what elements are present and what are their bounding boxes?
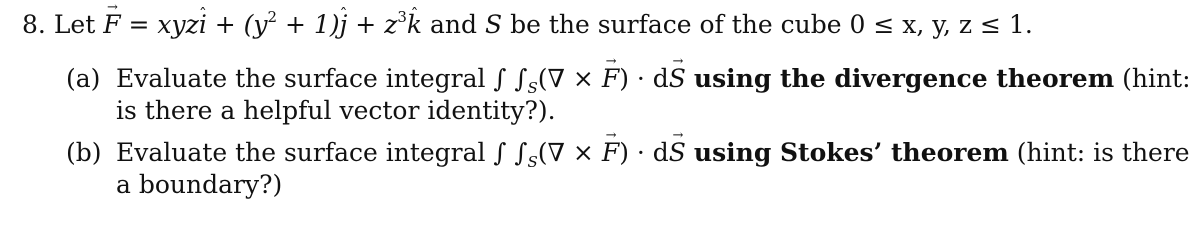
unit-vector-k: ˆ k bbox=[407, 10, 422, 40]
part-b-line-1 bbox=[66, 138, 1190, 171]
exponent-3: 3 bbox=[397, 8, 407, 26]
equation-plus-1: + (y bbox=[206, 10, 268, 39]
equation-plus-2: + 1) bbox=[277, 10, 340, 39]
exponent-2: 2 bbox=[267, 8, 278, 26]
problem-statement bbox=[22, 10, 1033, 40]
problem-tail-1: and bbox=[422, 10, 485, 39]
part-a-integral-subscript: S bbox=[527, 79, 538, 97]
part-b-curl-open: (∇ × bbox=[537, 138, 602, 167]
equation-start: = xyz bbox=[120, 10, 199, 39]
part-a-line-2: is there a helpful vector identity?). bbox=[116, 96, 556, 125]
problem-tail-2: be the surface of the cube 0 ≤ x, y, z ≤ 1. bbox=[502, 10, 1033, 39]
part-b-marker: (b) bbox=[66, 138, 102, 167]
part-b-bold-method: using Stokes’ theorem bbox=[693, 138, 1009, 167]
part-a-hint-start: (hint: bbox=[1114, 64, 1191, 93]
part-a-bold-method: using the divergence theorem bbox=[693, 64, 1115, 93]
part-a-curl-close: ) · d bbox=[619, 64, 669, 93]
part-b-vector-ds: → S bbox=[669, 138, 686, 168]
unit-vector-j: ˆ j bbox=[340, 10, 348, 40]
part-b-curl-close: ) · d bbox=[619, 138, 669, 167]
vector-f: → F bbox=[103, 10, 120, 40]
part-b-text-1: Evaluate the surface integral bbox=[116, 138, 494, 167]
problem-number: 8. bbox=[22, 10, 46, 39]
part-b-line-2: a boundary?) bbox=[116, 170, 283, 199]
part-a-curl-open: (∇ × bbox=[537, 64, 602, 93]
surface-symbol: S bbox=[484, 10, 503, 39]
part-a-vector-ds: → S bbox=[669, 64, 686, 94]
part-b-vector-f: → F bbox=[602, 138, 619, 168]
part-b-integral-subscript: S bbox=[527, 153, 538, 171]
part-b-integral: ∫ ∫ bbox=[493, 138, 528, 167]
part-a-text-1: Evaluate the surface integral bbox=[116, 64, 494, 93]
problem-intro: Let bbox=[53, 10, 96, 39]
part-a-integral: ∫ ∫ bbox=[493, 64, 528, 93]
unit-vector-i: ˆ i bbox=[199, 10, 207, 40]
part-a-marker: (a) bbox=[66, 64, 101, 93]
part-b-hint-start: (hint: is there bbox=[1008, 138, 1190, 167]
part-a-line-1 bbox=[66, 64, 1191, 97]
part-a-vector-f: → F bbox=[602, 64, 619, 94]
equation-plus-3: + z bbox=[347, 10, 398, 39]
